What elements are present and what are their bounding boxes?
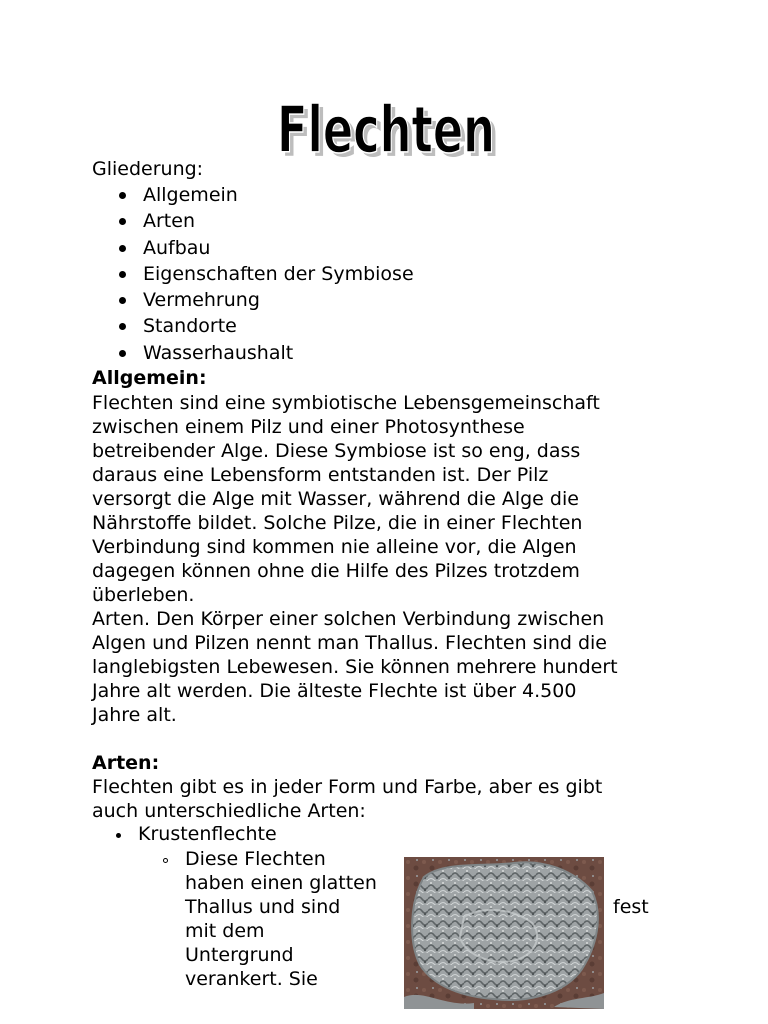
text-line: Algen und Pilzen nennt man Thallus. Flechten sind die: [92, 632, 607, 654]
text-line: versorgt die Alge mit Wasser, während die Alge die: [92, 488, 579, 510]
title-shadow: Flechten: [281, 98, 499, 164]
text-line: Untergrund: [185, 944, 294, 966]
toc-item: Allgemein: [92, 183, 414, 209]
text-line: Jahre alt.: [92, 704, 177, 726]
text-line: überleben.: [92, 584, 195, 606]
circle-bullet-icon: [163, 858, 168, 863]
bullet-icon: [116, 833, 121, 838]
toc-item: Vermehrung: [92, 288, 414, 314]
text-line: betreibender Alge. Diese Symbiose ist so eng, dass: [92, 440, 581, 462]
text-line: mit dem: [185, 920, 265, 942]
toc-label: Gliederung:: [92, 158, 204, 180]
text-line: daraus eine Lebensform entstanden ist. Der Pilz: [92, 464, 549, 486]
lichen-photo: [404, 857, 604, 1009]
bullet-icon: [119, 323, 126, 330]
text-line: Nährstoffe bildet. Solche Pilze, die in einer Flechten: [92, 512, 583, 534]
toc-item: Eigenschaften der Symbiose: [92, 262, 414, 288]
bullet-icon: [119, 245, 126, 252]
toc-item: Aufbau: [92, 236, 414, 262]
section-heading-allgemein: Allgemein:: [92, 367, 207, 389]
text-line: Thallus und sind: [185, 896, 341, 918]
text-line: Flechten sind eine symbiotische Lebensgemeinschaft: [92, 392, 600, 414]
text-line: langlebigsten Lebewesen. Sie können mehrere hundert: [92, 656, 618, 678]
bullet-icon: [119, 192, 126, 199]
text-line: verankert. Sie: [185, 968, 318, 990]
bullet-icon: [119, 350, 126, 357]
bullet-icon: [119, 218, 126, 225]
toc-item: Wasserhaushalt: [92, 341, 414, 367]
text-line: haben einen glatten: [185, 872, 377, 894]
text-line: zwischen einem Pilz und einer Photosynthese: [92, 416, 525, 438]
text-line: dagegen können ohne die Hilfe des Pilzes trotzdem: [92, 560, 580, 582]
text-line: Verbindung sind kommen nie alleine vor, die Algen: [92, 536, 577, 558]
bullet-icon: [119, 271, 126, 278]
title-text: Flechten: [277, 94, 495, 164]
toc-list: [92, 183, 414, 367]
paragraph-allgemein: [92, 391, 600, 607]
bullet-icon: [119, 297, 126, 304]
sub-list-item: [163, 847, 377, 991]
text-line: Flechten gibt es in jeder Form und Farbe, aber es gibt: [92, 776, 603, 798]
text-line: auch unterschiedliche Arten:: [92, 800, 366, 822]
text-line: Jahre alt werden. Die älteste Flechte ist über 4.500: [92, 680, 577, 702]
toc-item: Arten: [92, 209, 414, 235]
title-wordart: [272, 86, 512, 164]
section-heading-arten: Arten:: [92, 752, 160, 774]
list-item-krustenflechte: [116, 822, 277, 846]
trailing-word: fest: [613, 896, 649, 918]
text-line: Diese Flechten: [185, 848, 326, 870]
paragraph-thallus: [92, 607, 618, 727]
list-item-label: Krustenflechte: [138, 823, 277, 845]
text-line: Arten. Den Körper einer solchen Verbindung zwischen: [92, 608, 605, 630]
toc-item: Standorte: [92, 314, 414, 340]
paragraph-arten: [92, 775, 602, 823]
